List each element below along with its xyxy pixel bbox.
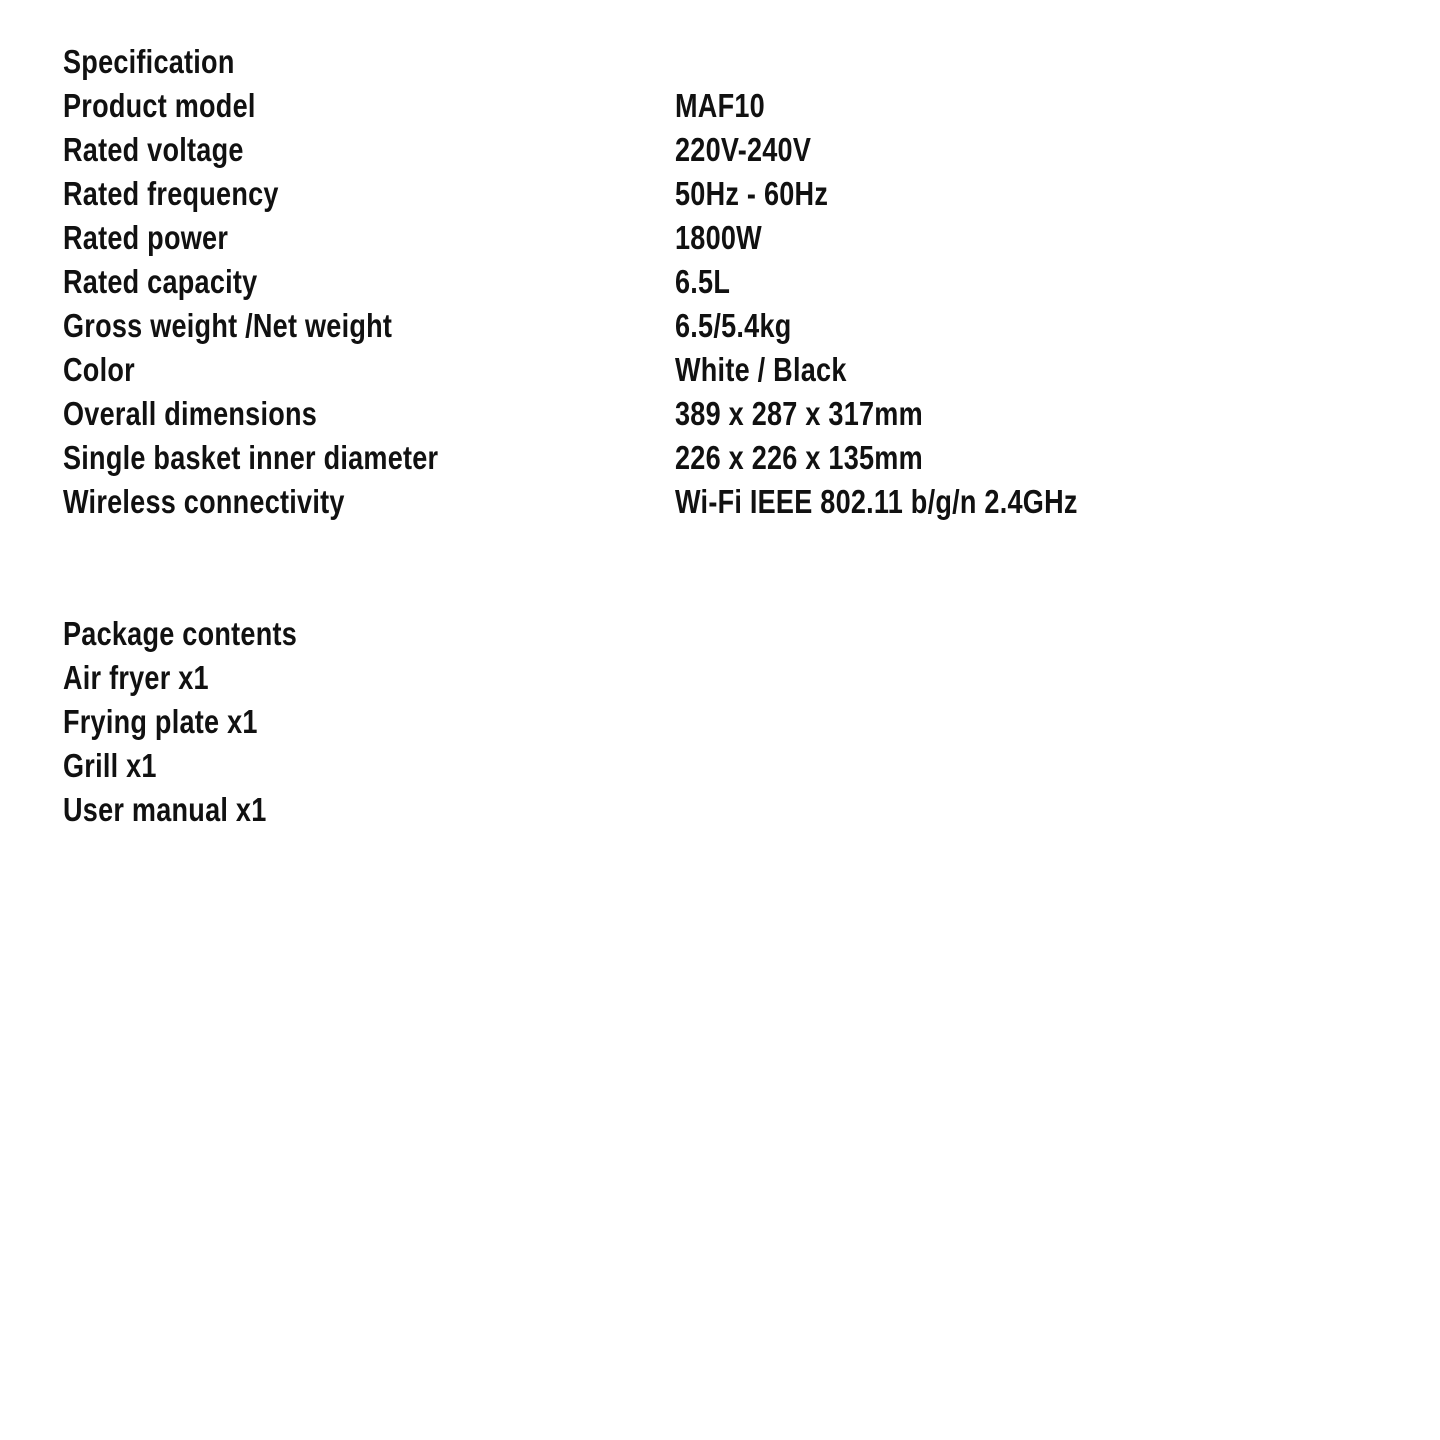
spec-row-rated-power bbox=[63, 216, 1403, 260]
spec-value: 1800W bbox=[675, 219, 762, 256]
spec-label: Rated voltage bbox=[63, 131, 244, 168]
package-contents-heading: Package contents bbox=[63, 615, 298, 652]
spec-value: Wi-Fi IEEE 802.11 b/g/n 2.4GHz bbox=[675, 483, 1078, 520]
spec-row-weight bbox=[63, 304, 1403, 348]
spec-value: 50Hz - 60Hz bbox=[675, 175, 829, 212]
package-contents-section bbox=[63, 612, 1403, 832]
spec-row-product-model bbox=[63, 84, 1403, 128]
spec-row-rated-frequency bbox=[63, 172, 1403, 216]
section-spacer bbox=[63, 524, 1403, 612]
specification-heading: Specification bbox=[63, 43, 235, 80]
package-item: Grill x1 bbox=[63, 747, 157, 784]
spec-sheet bbox=[63, 40, 1403, 832]
spec-label: Rated frequency bbox=[63, 175, 279, 212]
spec-row-wireless bbox=[63, 480, 1403, 524]
spec-label: Rated power bbox=[63, 219, 229, 256]
spec-label: Overall dimensions bbox=[63, 395, 318, 432]
spec-value: 389 x 287 x 317mm bbox=[675, 395, 923, 432]
spec-value: 6.5L bbox=[675, 263, 731, 300]
spec-label: Wireless connectivity bbox=[63, 483, 345, 520]
spec-value: 6.5/5.4kg bbox=[675, 307, 792, 344]
spec-value: White / Black bbox=[675, 351, 847, 388]
specification-section bbox=[63, 40, 1403, 524]
package-item: Frying plate x1 bbox=[63, 703, 258, 740]
spec-value: 226 x 226 x 135mm bbox=[675, 439, 923, 476]
spec-label: Product model bbox=[63, 87, 256, 124]
spec-row-overall-dimensions bbox=[63, 392, 1403, 436]
spec-value: MAF10 bbox=[675, 87, 765, 124]
package-item: User manual x1 bbox=[63, 791, 267, 828]
spec-label: Color bbox=[63, 351, 135, 388]
spec-row-rated-capacity bbox=[63, 260, 1403, 304]
spec-row-rated-voltage bbox=[63, 128, 1403, 172]
spec-label: Gross weight /Net weight bbox=[63, 307, 393, 344]
spec-label: Rated capacity bbox=[63, 263, 258, 300]
package-item: Air fryer x1 bbox=[63, 659, 209, 696]
spec-label: Single basket inner diameter bbox=[63, 439, 439, 476]
spec-value: 220V-240V bbox=[675, 131, 812, 168]
spec-row-basket-diameter bbox=[63, 436, 1403, 480]
spec-row-color bbox=[63, 348, 1403, 392]
